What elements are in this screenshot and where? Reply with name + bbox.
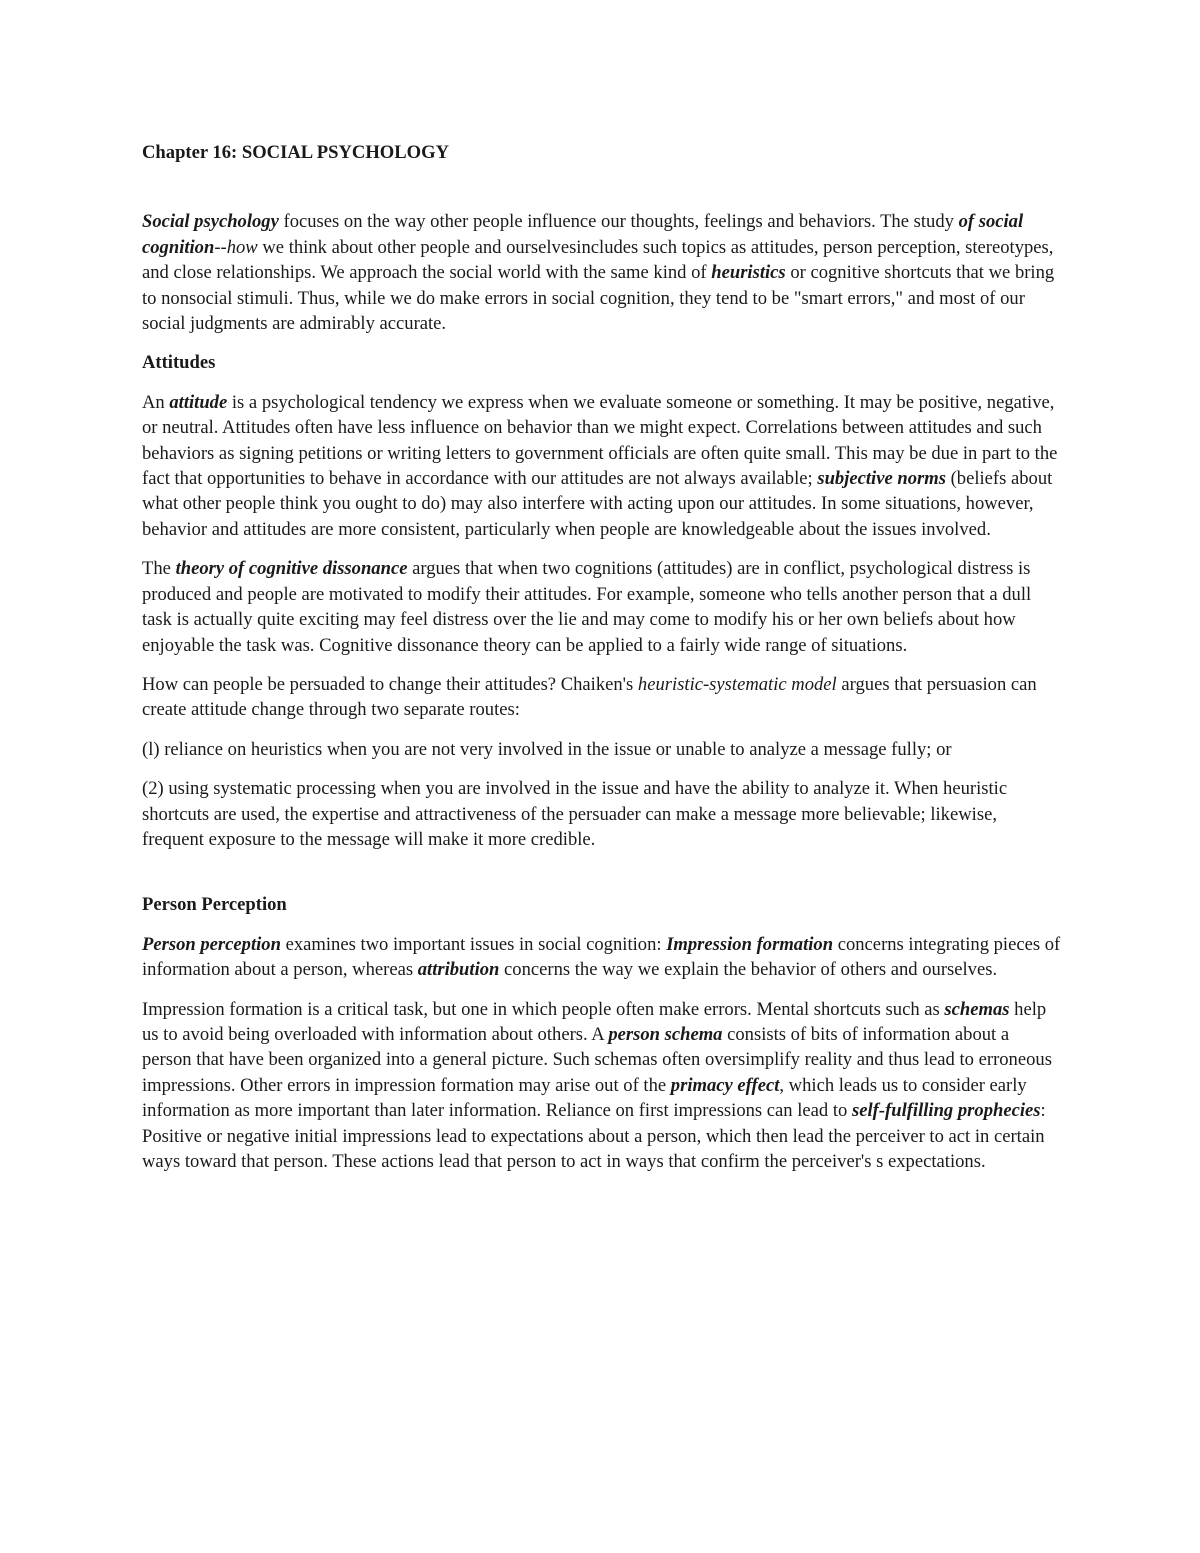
term-self-fulfilling-prophecies: self-fulfilling prophecies <box>852 1100 1041 1122</box>
term-heuristics: heuristics <box>711 262 786 284</box>
term-attribution: attribution <box>417 959 500 981</box>
term-social-cognition: of social cognition <box>142 211 1024 258</box>
term-cognitive-dissonance: theory of cognitive dissonance <box>175 558 408 580</box>
person-perception-paragraph-1: Person perception examines two important issues in social cognition: Impression formation concerns integrating pieces of information about a person, whereas attribution concerns the way we explain the behavior of others and ourselves. <box>142 933 1061 981</box>
term-social-psychology: Social psychology <box>142 211 279 233</box>
section-heading-attitudes: Attitudes <box>142 352 216 374</box>
attitudes-paragraph-3: How can people be persuaded to change their attitudes? Chaiken's heuristic-systematic model argues that persuasion can create attitude change through two separate routes: <box>142 673 1037 721</box>
term-attitude: attitude <box>169 391 228 413</box>
section-heading-person-perception: Person Perception <box>142 894 287 916</box>
term-schemas: schemas <box>944 998 1010 1020</box>
term-person-schema: person schema <box>608 1023 723 1045</box>
attitudes-route-2: (2) using systematic processing when you are involved in the issue and have the ability to analyze it. When heuristic shortcuts are used, the expertise and attractiveness of the persuader can make a message more believable; likewise, frequent exposure to the message will make it more credible. <box>142 778 1008 850</box>
term-subjective-norms: subjective norms <box>817 468 946 490</box>
intro-paragraph: Social psychology focuses on the way other people influence our thoughts, feelings and behaviors. The study of social cognition--how we think about other people and ourselvesincludes such topics as attitudes, person perception, stereotypes, and close relationships. We approach the social world with the same kind of heuristics or cognitive shortcuts that we bring to nonsocial stimuli. Thus, while we do make errors in social cognition, they tend to be "smart errors," and most of our social judgments are admirably accurate. <box>142 211 1055 335</box>
attitudes-route-1: (l) reliance on heuristics when you are not very involved in the issue or unable to analyze a message fully; or <box>142 738 952 760</box>
document-page <box>142 140 1062 1174</box>
term-impression-formation: Impression formation <box>666 933 834 955</box>
term-heuristic-systematic-model: heuristic-systematic model <box>637 673 837 695</box>
term-person-perception: Person perception <box>142 933 281 955</box>
term-primacy-effect: primacy effect <box>670 1074 780 1096</box>
chapter-title: Chapter 16: SOCIAL PSYCHOLOGY <box>142 142 450 163</box>
attitudes-paragraph-2: The theory of cognitive dissonance argues that when two cognitions (attitudes) are in conflict, psychological distress is produced and people are motivated to modify their attitudes. For example, someone who tells another person that a dull task is actually quite exciting may feel distress over the lie and may come to modify his or her own beliefs about how enjoyable the task was. Cognitive dissonance theory can be applied to a fairly wide range of situations. <box>142 558 1032 656</box>
person-perception-paragraph-2: Impression formation is a critical task, but one in which people often make errors. Mental shortcuts such as schemas help us to avoid being overloaded with information about others. A person schema consists of bits of information about a person that have been organized into a general picture. Such schemas often oversimplify reality and thus lead to erroneous impressions. Other errors in impression formation may arise out of the primacy effect, which leads us to consider early information as more important than later information. Reliance on first impressions can lead to self-fulfilling prophecies: Positive or negative initial impressions lead to expectations about a person, which then lead the perceiver to act in certain ways toward that person. These actions lead that person to act in ways that confirm the perceiver's s expectations. <box>142 998 1052 1172</box>
attitudes-paragraph-1: An attitude is a psychological tendency we express when we evaluate someone or something. It may be positive, negative, or neutral. Attitudes often have less influence on behavior than we might expect. Correlations between attitudes and such behaviors as signing petitions or writing letters to government officials are often quite small. This may be due in part to the fact that opportunities to behave in accordance with our attitudes are not always available; subjective norms (beliefs about what other people think you ought to do) may also interfere with acting upon our attitudes. In some situations, however, behavior and attitudes are more consistent, particularly when people are knowledgeable about the issues involved. <box>142 391 1058 540</box>
